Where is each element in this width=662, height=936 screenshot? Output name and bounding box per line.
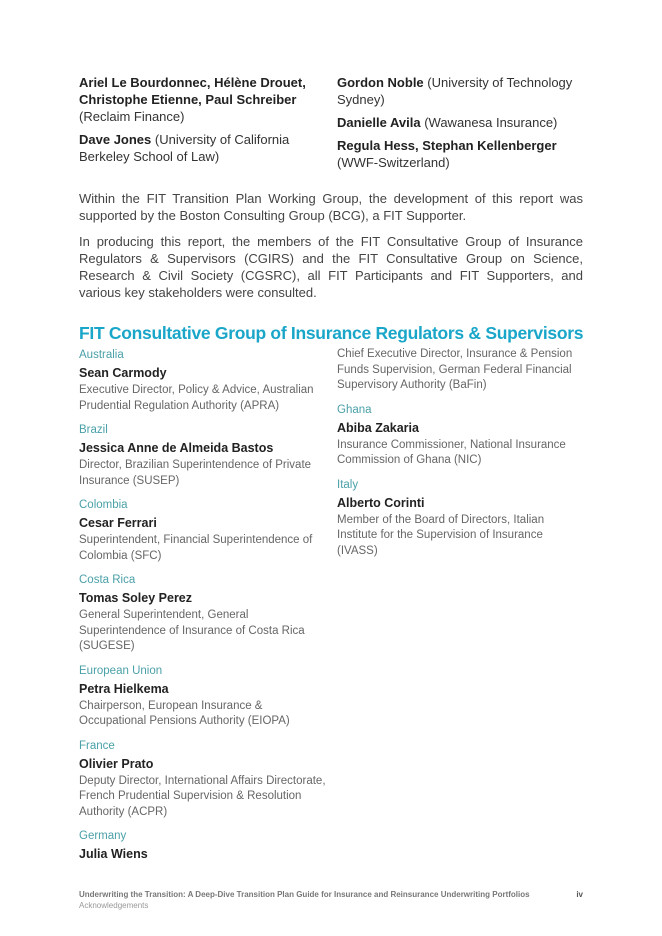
- member-country: Italy: [337, 478, 359, 491]
- member-entry: [337, 478, 583, 560]
- member-country: Ghana: [337, 403, 372, 416]
- member-role: Director, Brazilian Superintendence of Private Insurance (SUSEP): [79, 459, 312, 487]
- contributor-affiliation: (Wawanesa Insurance): [424, 115, 558, 130]
- member-entry: [79, 498, 329, 564]
- contributor-names: Gordon Noble: [337, 75, 424, 90]
- contributor-affiliation: (WWF-Switzerland): [337, 155, 450, 170]
- contributor-entry: [79, 131, 329, 165]
- page-footer: [79, 890, 583, 910]
- page-number: iv: [576, 890, 583, 899]
- member-role: Executive Director, Policy & Advice, Australian Prudential Regulation Authority (APRA): [79, 384, 314, 412]
- member-name: Petra Hielkema: [79, 681, 169, 696]
- member-country: European Union: [79, 664, 163, 677]
- member-role: Deputy Director, International Affairs Directorate, French Prudential Supervision & Resolution Authority (ACPR): [79, 774, 326, 818]
- member-role: Superintendent, Financial Superintendence of Colombia (SFC): [79, 534, 313, 562]
- contributor-names: Dave Jones: [79, 132, 152, 147]
- contributor-entry: [337, 137, 587, 171]
- members-left-column: [79, 348, 329, 864]
- contributors-left-column: [79, 74, 329, 171]
- contributor-affiliation: (University of California Berkeley School of Law): [79, 132, 290, 164]
- member-name: Tomas Soley Perez: [79, 591, 193, 605]
- contributor-names: Ariel Le Bourdonnec, Hélène Drouet, Christophe Etienne, Paul Schreiber: [79, 75, 306, 107]
- contributor-entry: [337, 74, 587, 108]
- contributor-names: Regula Hess, Stephan Kellenberger: [337, 138, 557, 153]
- footer-chapter: Acknowledgements: [79, 901, 149, 910]
- member-role: Chairperson, European Insurance & Occupational Pensions Authority (EIOPA): [79, 699, 290, 727]
- germany-role-continuation: Chief Executive Director, Insurance & Pension Funds Supervision, German Federal Financial Supervisory Authority (BaFin): [337, 348, 573, 391]
- contributor-entry: [337, 114, 587, 131]
- contributor-names: Danielle Avila: [337, 115, 421, 130]
- member-name: Julia Wiens: [79, 847, 148, 861]
- member-name: Jessica Anne de Almeida Bastos: [79, 441, 274, 455]
- member-entry: [79, 829, 329, 863]
- members-right-column: [337, 348, 583, 568]
- member-entry: [79, 664, 329, 730]
- section-title: FIT Consultative Group of Insurance Regulators & Supervisors: [79, 323, 584, 343]
- contributors-right-column: [337, 74, 587, 177]
- member-country: Colombia: [79, 499, 128, 511]
- member-country: Brazil: [79, 424, 108, 436]
- member-entry: [337, 403, 583, 469]
- footer-document-title: Underwriting the Transition: A Deep-Dive Transition Plan Guide for Insurance and Reinsurance Underwriting Portfolios: [79, 890, 530, 899]
- member-name: Cesar Ferrari: [79, 516, 157, 530]
- member-role: Insurance Commissioner, National Insurance Commission of Ghana (NIC): [337, 438, 566, 466]
- member-country: Costa Rica: [79, 574, 136, 586]
- member-role: Member of the Board of Directors, Italian Institute for the Supervision of Insurance (IVASS): [337, 513, 545, 557]
- contributor-entry: [79, 74, 329, 125]
- member-entry: [79, 739, 329, 821]
- contributor-affiliation: (University of Technology Sydney): [337, 75, 573, 107]
- member-entry: [79, 348, 329, 414]
- member-name: Abiba Zakaria: [337, 420, 419, 435]
- member-entry: [79, 573, 329, 655]
- member-name: Sean Carmody: [79, 366, 167, 380]
- member-country: Australia: [79, 349, 124, 361]
- contributor-affiliation: (Reclaim Finance): [79, 109, 185, 124]
- bcg-support-paragraph: Within the FIT Transition Plan Working Group, the development of this report was supported by the Boston Consulting Group (BCG), a FIT Supporter.: [79, 191, 583, 223]
- consultation-paragraph: In producing this report, the members of the FIT Consultative Group of Insurance Regulators & Supervisors (CGIRS) and the FIT Consultative Group on Science, Research & Civil Society (CGSRC), all FIT Participants and FIT Supporters, and various key stakeholders were consulted.: [79, 234, 583, 300]
- member-role: General Superintendent, General Superintendence of Insurance of Costa Rica (SUGESE): [79, 609, 305, 652]
- member-country: France: [79, 739, 115, 752]
- member-name: Olivier Prato: [79, 756, 154, 771]
- member-name: Alberto Corinti: [337, 495, 425, 510]
- member-entry: [79, 423, 329, 489]
- member-country: Germany: [79, 830, 127, 842]
